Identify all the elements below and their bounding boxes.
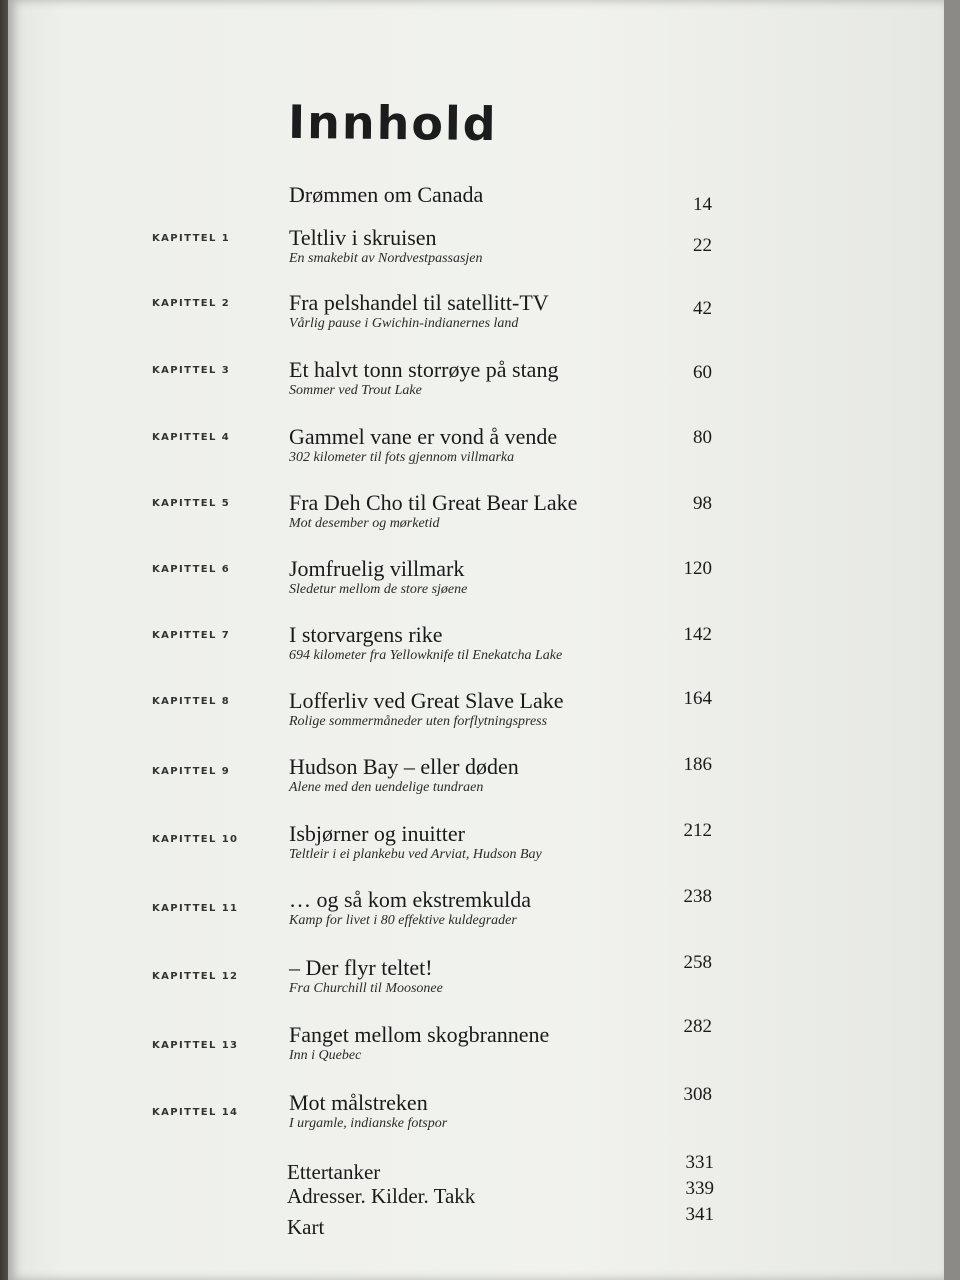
entry-page: 14 (693, 194, 712, 215)
toc-entry (0, 290, 960, 350)
entry-subtitle: Alene med den uendelige tundraen (289, 780, 484, 795)
back-matter-page: 341 (685, 1204, 714, 1225)
entry-title: Isbjørner og inuitter (289, 821, 465, 846)
entry-title: I storvargens rike (289, 622, 443, 647)
entry-subtitle: Fra Churchill til Moosonee (289, 981, 443, 996)
page-title: Innhold (287, 94, 498, 152)
entry-title: … og så kom ekstremkulda (289, 887, 531, 912)
back-matter-title: Ettertanker (287, 1160, 381, 1184)
entry-subtitle: 302 kilometer til fots gjennom villmarka (289, 450, 515, 465)
chapter-label: KAPITTEL 6 (152, 564, 231, 575)
chapter-label: KAPITTEL 7 (152, 630, 231, 641)
back-matter-page: 339 (685, 1178, 714, 1199)
back-matter-page: 331 (685, 1152, 714, 1173)
toc-entry (0, 424, 960, 484)
entry-title: Fra Deh Cho til Great Bear Lake (289, 490, 578, 515)
entry-subtitle: Rolige sommermåneder uten forflytningspress (289, 714, 548, 729)
entry-page: 186 (683, 754, 712, 775)
chapter-label: KAPITTEL 1 (152, 233, 231, 244)
entry-title: Hudson Bay – eller døden (289, 754, 519, 779)
toc-entry (0, 556, 960, 616)
chapter-label: KAPITTEL 5 (152, 498, 231, 509)
entry-subtitle: Teltleir i ei plankebu ved Arviat, Hudson Bay (289, 847, 542, 862)
back-matter-title: Kart (287, 1215, 325, 1239)
toc-entry (0, 952, 960, 1015)
entry-title: Lofferliv ved Great Slave Lake (289, 688, 564, 713)
entry-subtitle: 694 kilometer fra Yellowknife til Enekatcha Lake (289, 648, 563, 663)
toc-entry (0, 887, 960, 947)
chapter-label: KAPITTEL 8 (152, 696, 231, 707)
entry-page: 98 (693, 493, 712, 514)
entry-subtitle: Kamp for livet i 80 effektive kuldegrader (289, 913, 517, 928)
entry-page: 212 (683, 820, 712, 841)
toc-entry (0, 688, 960, 748)
entry-title: Jomfruelig villmark (289, 556, 465, 581)
entry-page: 164 (683, 688, 712, 709)
chapter-label: KAPITTEL 9 (152, 766, 231, 777)
toc-entry (0, 225, 960, 285)
entry-title: – Der flyr teltet! (289, 955, 433, 980)
entry-page: 238 (683, 886, 712, 907)
toc-entry (0, 622, 960, 682)
entry-title: Fra pelshandel til satellitt-TV (289, 290, 549, 315)
entry-page: 22 (693, 235, 712, 256)
entry-page: 258 (683, 952, 712, 973)
toc-entry (0, 821, 960, 881)
chapter-label: KAPITTEL 2 (152, 298, 231, 309)
entry-title: Teltliv i skruisen (289, 225, 437, 250)
entry-page: 80 (693, 427, 712, 448)
chapter-label: KAPITTEL 14 (152, 1107, 239, 1118)
entry-subtitle: En smakebit av Nordvestpassasjen (289, 251, 483, 266)
entry-page: 42 (693, 298, 712, 319)
chapter-label: KAPITTEL 4 (152, 432, 231, 443)
entry-page: 308 (683, 1084, 712, 1105)
entry-subtitle: Inn i Quebec (289, 1048, 362, 1063)
toc-entry (0, 490, 960, 550)
back-matter-title: Adresser. Kilder. Takk (287, 1184, 476, 1208)
entry-title: Gammel vane er vond å vende (289, 424, 558, 449)
chapter-label: KAPITTEL 10 (152, 834, 239, 845)
entry-title: Fanget mellom skogbrannene (289, 1022, 550, 1047)
entry-page: 282 (683, 1016, 712, 1037)
toc-entry (0, 357, 960, 417)
entry-subtitle: Mot desember og mørketid (289, 516, 440, 531)
entry-title: Drømmen om Canada (289, 182, 484, 207)
chapter-label: KAPITTEL 11 (152, 903, 239, 914)
toc-entry (0, 1016, 960, 1082)
entry-title: Et halvt tonn storrøye på stang (289, 357, 559, 382)
entry-page: 60 (693, 362, 712, 383)
entry-page: 120 (683, 558, 712, 579)
entry-subtitle: Sledetur mellom de store sjøene (289, 582, 468, 597)
chapter-label: KAPITTEL 3 (152, 365, 231, 376)
chapter-label: KAPITTEL 12 (152, 971, 239, 982)
chapter-label: KAPITTEL 13 (152, 1040, 239, 1051)
entry-page: 142 (683, 624, 712, 645)
toc-entry (0, 1084, 960, 1150)
entry-subtitle: I urgamle, indianske fotspor (289, 1116, 448, 1131)
entry-title: Mot målstreken (289, 1090, 428, 1115)
entry-subtitle: Sommer ved Trout Lake (289, 383, 422, 398)
toc-entry (0, 754, 960, 814)
entry-subtitle: Vårlig pause i Gwichin-indianernes land (289, 316, 519, 331)
